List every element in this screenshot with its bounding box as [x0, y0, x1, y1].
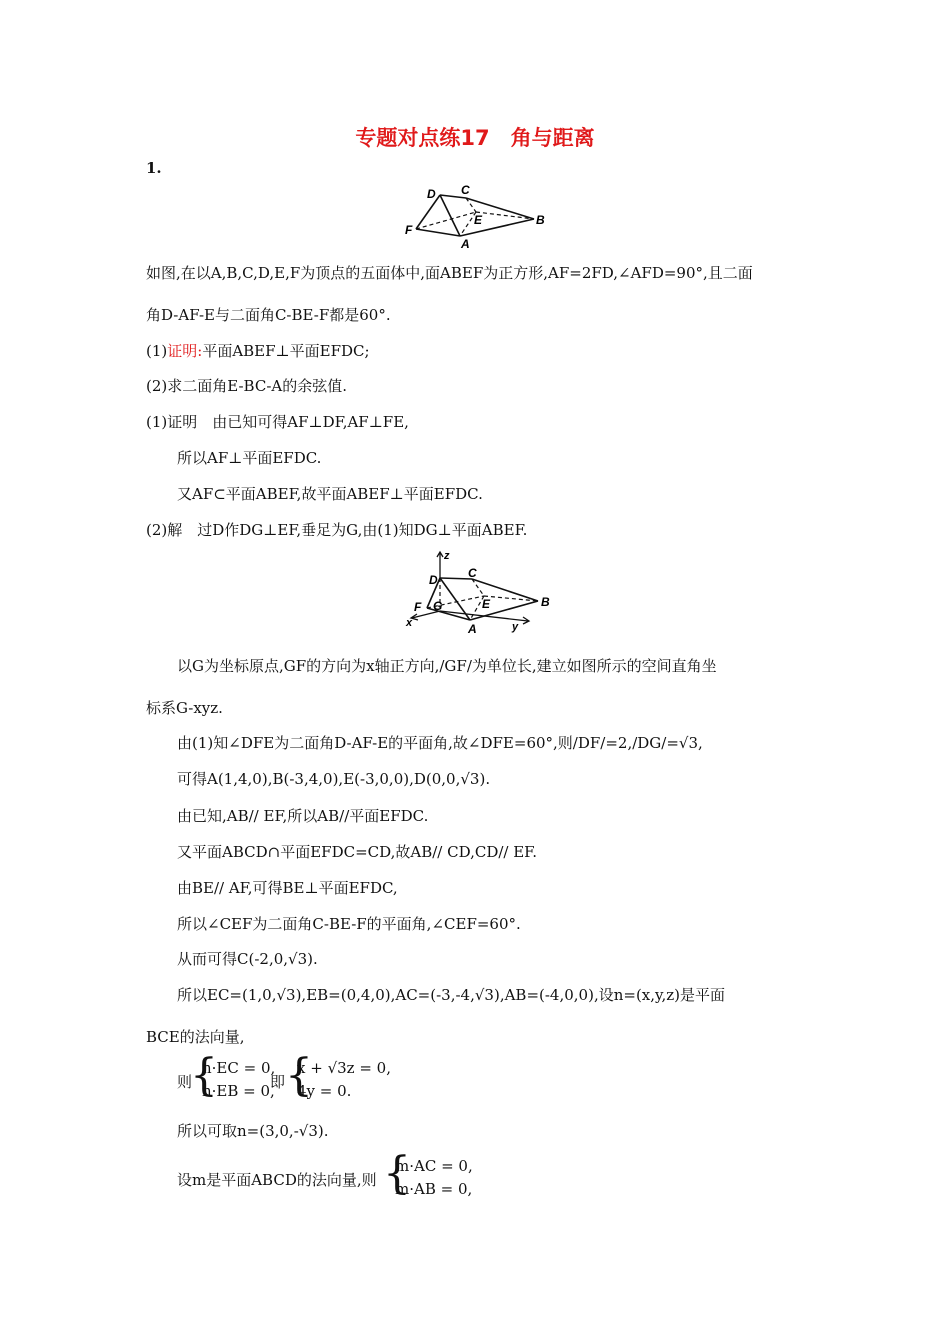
solution-line-8: 可得A(1,4,0),B(-3,4,0),E(-3,0,0),D(0,0,√3).	[177, 770, 491, 788]
fig2-label-z: z	[444, 550, 450, 562]
fig1-label-d: D	[427, 187, 436, 201]
figure-pentahedron	[398, 182, 558, 252]
system-1-brace-left: {	[190, 1050, 218, 1101]
fig1-label-c: C	[461, 183, 470, 197]
solution-line-4: (2)解 过D作DG⊥EF,垂足为G,由(1)知DG⊥平面ABEF.	[146, 521, 528, 539]
question-1-number: (1)	[146, 342, 168, 360]
problem-stem-line1: 如图,在以A,B,C,D,E,F为顶点的五面体中,面ABEF为正方形,AF=2FD,∠AFD=90°,且二面	[146, 264, 753, 282]
system-1-eq-a: n·EC = 0,	[202, 1059, 276, 1077]
system-2-eq-a: m·AC = 0,	[395, 1157, 473, 1175]
solution-line-3: 又AF⊂平面ABEF,故平面ABEF⊥平面EFDC.	[177, 485, 483, 503]
solution-line-14: 所以EC=(1,0,√3),EB=(0,4,0),AC=(-3,-4,√3),AB=(-4,0,0),设n=(x,y,z)是平面	[177, 986, 726, 1004]
system-1-eq-d: 4y = 0.	[297, 1082, 352, 1100]
solution-line-16: 所以可取n=(3,0,-√3).	[177, 1122, 329, 1140]
solution-line-1: (1)证明 由已知可得AF⊥DF,AF⊥FE,	[146, 413, 409, 431]
problem-number: 1.	[146, 159, 162, 177]
system-2-eq-b: m·AB = 0,	[395, 1180, 473, 1198]
fig1-label-a: A	[461, 237, 470, 251]
system-1-eq-b: n·EB = 0,	[202, 1082, 275, 1100]
solution-line-9: 由已知,AB// EF,所以AB//平面EFDC.	[177, 807, 429, 825]
proof-label: 证明:	[167, 342, 203, 360]
solution-line-6: 标系G-xyz.	[146, 699, 223, 717]
system-1-mid: 即	[270, 1073, 286, 1091]
fig2-label-x: x	[406, 617, 413, 629]
solution-line-12: 所以∠CEF为二面角C-BE-F的平面角,∠CEF=60°.	[177, 915, 521, 933]
solution-line-10: 又平面ABCD∩平面EFDC=CD,故AB// CD,CD// EF.	[177, 843, 538, 861]
fig2-label-b: B	[541, 595, 550, 609]
fig2-label-f: F	[414, 600, 422, 614]
solution-line-5: 以G为坐标原点,GF的方向为x轴正方向,/GF/为单位长,建立如图所示的空间直角坐	[177, 657, 717, 675]
question-1	[146, 341, 370, 361]
fig2-label-a: A	[468, 622, 477, 636]
solution-line-15: BCE的法向量,	[146, 1028, 245, 1046]
figure-coordinate-system	[398, 548, 558, 636]
fig1-label-f: F	[405, 223, 413, 237]
fig1-label-e: E	[474, 213, 483, 227]
fig2-label-g: G	[433, 599, 443, 613]
question-1-text: 平面ABEF⊥平面EFDC;	[202, 342, 370, 360]
system-1-brace-right: {	[285, 1050, 313, 1101]
question-2: (2)求二面角E-BC-A的余弦值.	[146, 377, 347, 395]
problem-stem-line2: 角D-AF-E与二面角C-BE-F都是60°.	[146, 306, 391, 324]
fig2-label-y: y	[512, 621, 519, 633]
system-1-eq-c: x + √3z = 0,	[297, 1059, 391, 1077]
solution-line-13: 从而可得C(-2,0,√3).	[177, 950, 318, 968]
solution-line-2: 所以AF⊥平面EFDC.	[177, 449, 322, 467]
fig2-label-d: D	[429, 573, 438, 587]
fig2-label-e: E	[482, 597, 491, 611]
page-title: 专题对点练17 角与距离	[355, 126, 595, 150]
solution-line-11: 由BE// AF,可得BE⊥平面EFDC,	[177, 879, 398, 897]
fig2-label-c: C	[468, 566, 477, 580]
solution-line-17: 设m是平面ABCD的法向量,则	[177, 1171, 377, 1189]
fig1-label-b: B	[536, 213, 545, 227]
solution-line-7: 由(1)知∠DFE为二面角D-AF-E的平面角,故∠DFE=60°,则/DF/=2,/DG/=√3,	[177, 734, 703, 752]
system-1-prefix: 则	[177, 1073, 193, 1091]
system-2-brace: {	[383, 1148, 411, 1199]
